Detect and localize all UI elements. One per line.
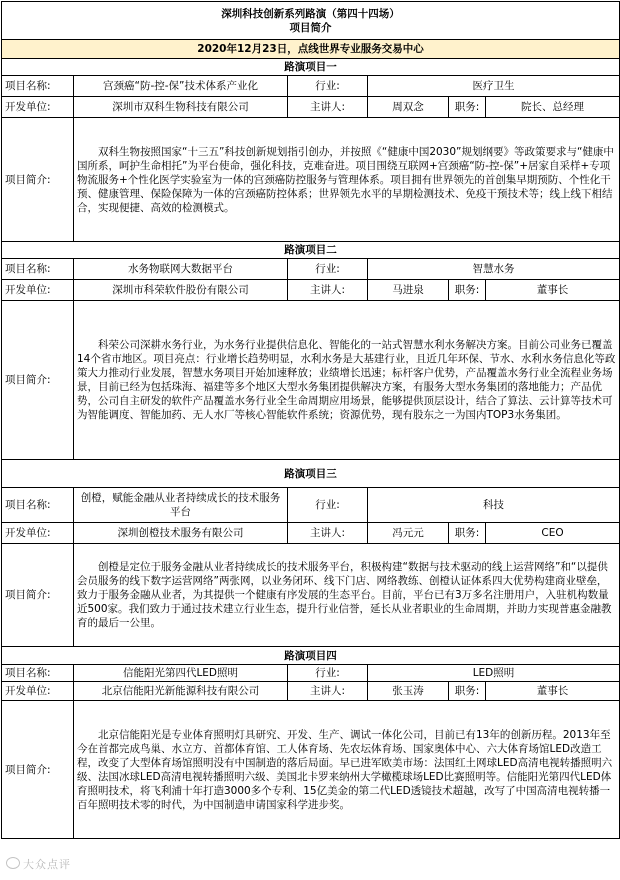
speaker-label: 主讲人: [288, 682, 368, 701]
speaker-label: 主讲人: [288, 280, 368, 301]
intro-paragraph: 双科生物按照国家“十三五”科技创新规划指引创办，并按照《“健康中国2030”规划纲要》等政策要求与“健康中国所系，呵护生命相托”为平台使命，强化科技，克难奋进。项目围绕互联网+宫颈癌“防-控-保”+居家自采样+专项物流服务+个性化医学实验室为一体的宫颈癌防控服务与管理体系。项目拥有世界领先的首创集早期预防、个性化干预、健康管理、保险保障为一体的宫颈癌防控体系；世界领先水平的早期检测技术、免疫干预技术等；线上线下相结合，实现便捷、高效的检测模式。 [77, 145, 614, 214]
intro-paragraph: 北京信能阳光是专业体育照明灯具研究、开发、生产、调试一体化公司，目前已有13年的创新历程。2013年至今在首都完成鸟巢、水立方、首都体育馆、工人体育场、先农坛体育场、国家奥体中心、六大体育场馆LED改造工程，改变了大型体育场馆照明没有中国制造的落后局面。早已进军欧美市场：法国红土网球LED高清电视转播照明六级、法国冰球LED高清电视转播照明六级、美国北卡罗来纳州大学橄榄球场LED比赛照明等。信能阳光第四代LED体育照明技术，将飞利浦十年打造3000多个专利、15亿美金的第二代LED透镜技术超越，改写了中国高清电视转播一百年照明技术零的时代，为中国制造申请国家科学进步奖。 [77, 728, 613, 811]
position-value: CEO [486, 523, 620, 544]
intro-paragraph: 科荣公司深耕水务行业，为水务行业提供信息化、智能化的一站式智慧水利水务解决方案。目前公司业务已覆盖14个省市地区。项目亮点：行业增长趋势明显，水利水务是大基建行业，且近几年环保、节水、水利水务信息化等政策大力推动行业发展，智慧水务项目开始加速释放；业绩增长迅速；标杆客户优势，产品覆盖水务行业全流程业务场景，目前已经为包括珠海、福建等多个地区大型水务集团提供解决方案，有服务大型水务集团的落地能力；产品优势，公司自主研发的软件产品覆盖水务行业全生命周期应用场景，能够提供顶层设计，结合了算法、云计算等技术可为智能调度、智能加药、无人水厂等核心智能软件系统；资源优势，现有股东之一为国内TOP3水务集团。 [77, 339, 616, 421]
developer-label: 开发单位: [2, 523, 74, 544]
section-title: 路演项目三 [2, 460, 620, 488]
intro-paragraph: 创橙是定位于服务金融从业者持续成长的技术服务平台，积极构建“数据与技术驱动的线上运营网络”和“以提供会员服务的线下数字运营网络”两张网，以业务闭环、线下门店、网络教练、创橙认证体系四大优势构建商业壁垒，致力于服务金融从业者，为其提供一个健康有序发展的生态平台。目前，平台已有3万多名注册用户，入驻机构数量近500家。我们致力于通过技术建立行业生态，提升行业信誉，延长从业者职业的生命周期，并助力实现普惠金融教育的最后一公里。 [77, 561, 612, 629]
developer-value: 深圳市科荣软件股份有限公司 [74, 280, 288, 301]
industry-label: 行业: [288, 488, 368, 523]
intro-label: 项目简介: [2, 544, 74, 647]
project-name-label: 项目名称: [2, 259, 74, 280]
industry-label: 行业: [288, 259, 368, 280]
section-title: 路演项目二 [2, 242, 620, 259]
project-name-value: 信能阳光第四代LED照明 [74, 665, 288, 682]
speaker-value: 冯元元 [368, 523, 449, 544]
event-title: 深圳科技创新系列路演（第四十四场） [221, 7, 400, 20]
position-label: 职务: [449, 280, 486, 301]
speaker-value: 马进泉 [368, 280, 449, 301]
developer-label: 开发单位: [2, 97, 74, 118]
event-date-location: 2020年12月23日，点线世界专业服务交易中心 [2, 40, 620, 59]
speaker-label: 主讲人: [288, 523, 368, 544]
industry-label: 行业: [288, 665, 368, 682]
watermark-logo-icon [6, 857, 20, 869]
industry-value: 医疗卫生 [368, 76, 620, 97]
watermark [6, 856, 71, 872]
speaker-value: 张玉涛 [368, 682, 449, 701]
position-value: 董事长 [486, 280, 620, 301]
intro-text [74, 301, 620, 460]
intro-label: 项目简介: [2, 301, 74, 460]
project-name-label: 项目名称: [2, 488, 74, 523]
developer-label: 开发单位: [2, 280, 74, 301]
speaker-label: 主讲人: [288, 97, 368, 118]
developer-value: 北京信能阳光新能源科技有限公司 [74, 682, 288, 701]
industry-label: 行业: [288, 76, 368, 97]
roadshow-table [1, 1, 620, 839]
intro-text [74, 544, 620, 647]
developer-label: 开发单位: [2, 682, 74, 701]
intro-label: 项目简介: [2, 118, 74, 242]
position-value: 董事长 [486, 682, 620, 701]
document-subtitle: 项目简介 [289, 21, 332, 34]
position-value: 院长、总经理 [486, 97, 620, 118]
section-title: 路演项目一 [2, 59, 620, 76]
industry-value: 科技 [368, 488, 620, 523]
project-name-value: 水务物联网大数据平台 [74, 259, 288, 280]
developer-value: 深圳市双科生物科技有限公司 [74, 97, 288, 118]
intro-text [74, 118, 620, 242]
intro-label: 项目简介: [2, 701, 74, 839]
position-label: 职务: [449, 682, 486, 701]
position-label: 职务: [449, 523, 486, 544]
project-name-value: 创橙，赋能金融从业者持续成长的技术服务平台 [74, 488, 288, 523]
watermark-text: 大众点评 [23, 858, 71, 871]
industry-value: LED照明 [368, 665, 620, 682]
industry-value: 智慧水务 [368, 259, 620, 280]
speaker-value: 周双念 [368, 97, 449, 118]
position-label: 职务: [449, 97, 486, 118]
project-name-label: 项目名称: [2, 76, 74, 97]
project-name-label: 项目名称: [2, 665, 74, 682]
section-title: 路演项目四 [2, 647, 620, 665]
page-title [2, 2, 620, 40]
intro-text [74, 701, 620, 839]
developer-value: 深圳创橙技术服务有限公司 [74, 523, 288, 544]
project-name-value: 宫颈癌“防-控-保”技术体系产业化 [74, 76, 288, 97]
